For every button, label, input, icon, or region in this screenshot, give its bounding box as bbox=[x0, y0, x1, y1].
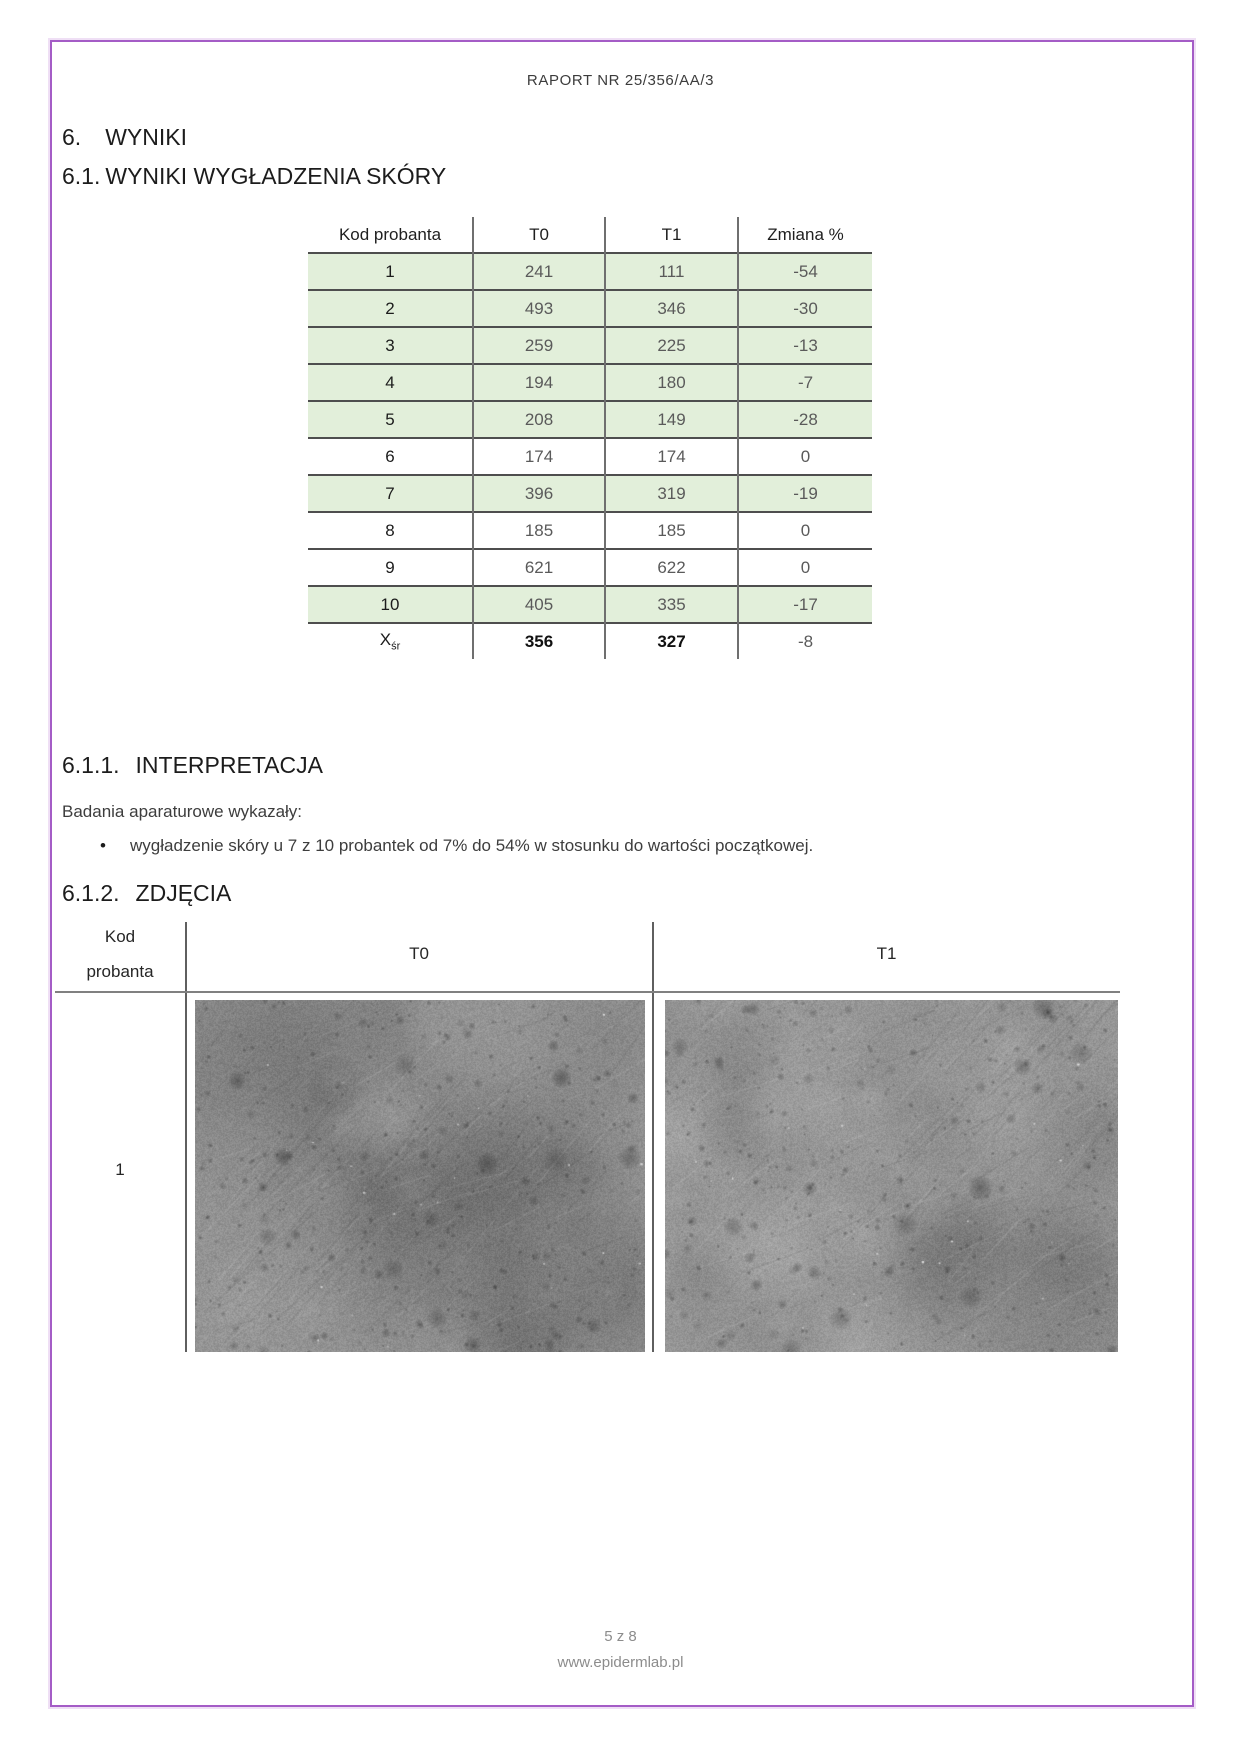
page-number: 5 z 8 bbox=[604, 1628, 637, 1645]
column-header-t0: T0 bbox=[473, 217, 605, 253]
section-title: WYNIKI WYGŁADZENIA SKÓRY bbox=[105, 163, 447, 189]
table-header-row bbox=[308, 217, 872, 253]
section-number: 6. bbox=[62, 124, 82, 150]
section-number: 6.1.1. bbox=[62, 752, 120, 778]
document-header: RAPORT NR 25/356/AA/3 bbox=[526, 72, 715, 89]
interpretation-bullet: • wygładzenie skóry u 7 z 10 probantek od 7% do 54% w stosunku do wartości początkowej. bbox=[100, 836, 814, 855]
section-number: 6.1.2. bbox=[62, 880, 120, 906]
section-heading-6 bbox=[62, 124, 187, 151]
photo-col-header-kod-line2: probanta bbox=[86, 962, 154, 981]
results-table bbox=[308, 217, 872, 659]
bullet-icon: • bbox=[100, 836, 106, 855]
skin-photo-t0 bbox=[195, 1000, 645, 1352]
skin-photo-t1 bbox=[665, 1000, 1118, 1352]
table-row: 3 259 225 -13 bbox=[308, 327, 872, 364]
section-title: INTERPRETACJA bbox=[135, 752, 323, 778]
table-row: 6 174 174 0 bbox=[308, 438, 872, 475]
table-row: 8 185 185 0 bbox=[308, 512, 872, 549]
table-row: 7 396 319 -19 bbox=[308, 475, 872, 512]
photo-col-header-t0: T0 bbox=[409, 944, 429, 963]
photo-table-header-rule bbox=[55, 991, 1120, 993]
interpretation-intro: Badania aparaturowe wykazały: bbox=[62, 802, 303, 821]
section-heading-6-1-2 bbox=[62, 880, 231, 907]
column-header-kod: Kod probanta bbox=[308, 217, 473, 253]
section-number: 6.1. bbox=[62, 163, 101, 189]
photo-table-divider-vertical-1 bbox=[185, 922, 187, 1352]
section-heading-6-1 bbox=[62, 163, 446, 190]
photo-row-label: 1 bbox=[115, 1160, 125, 1179]
section-title: WYNIKI bbox=[105, 124, 187, 150]
table-row: 2 493 346 -30 bbox=[308, 290, 872, 327]
column-header-t1: T1 bbox=[605, 217, 738, 253]
footer-website: www.epidermlab.pl bbox=[557, 1654, 684, 1671]
summary-label: $X_{śr}$ bbox=[308, 623, 473, 659]
section-heading-6-1-1 bbox=[62, 752, 323, 779]
table-summary-row: $X_{śr}$ 356 327 -8 bbox=[308, 623, 872, 659]
photo-col-header-t1: T1 bbox=[876, 944, 897, 963]
table-row: 5 208 149 -28 bbox=[308, 401, 872, 438]
table-row: 9 621 622 0 bbox=[308, 549, 872, 586]
column-header-zmiana: Zmiana % bbox=[767, 224, 844, 244]
table-row: 1 241 111 -54 bbox=[308, 253, 872, 290]
table-row: 4 194 180 -7 bbox=[308, 364, 872, 401]
photo-table-divider-vertical-2 bbox=[652, 922, 654, 1352]
section-title: ZDJĘCIA bbox=[135, 880, 232, 906]
photo-col-header-kod-line1: Kod bbox=[104, 927, 136, 946]
table-row: 10 405 335 -17 bbox=[308, 586, 872, 623]
